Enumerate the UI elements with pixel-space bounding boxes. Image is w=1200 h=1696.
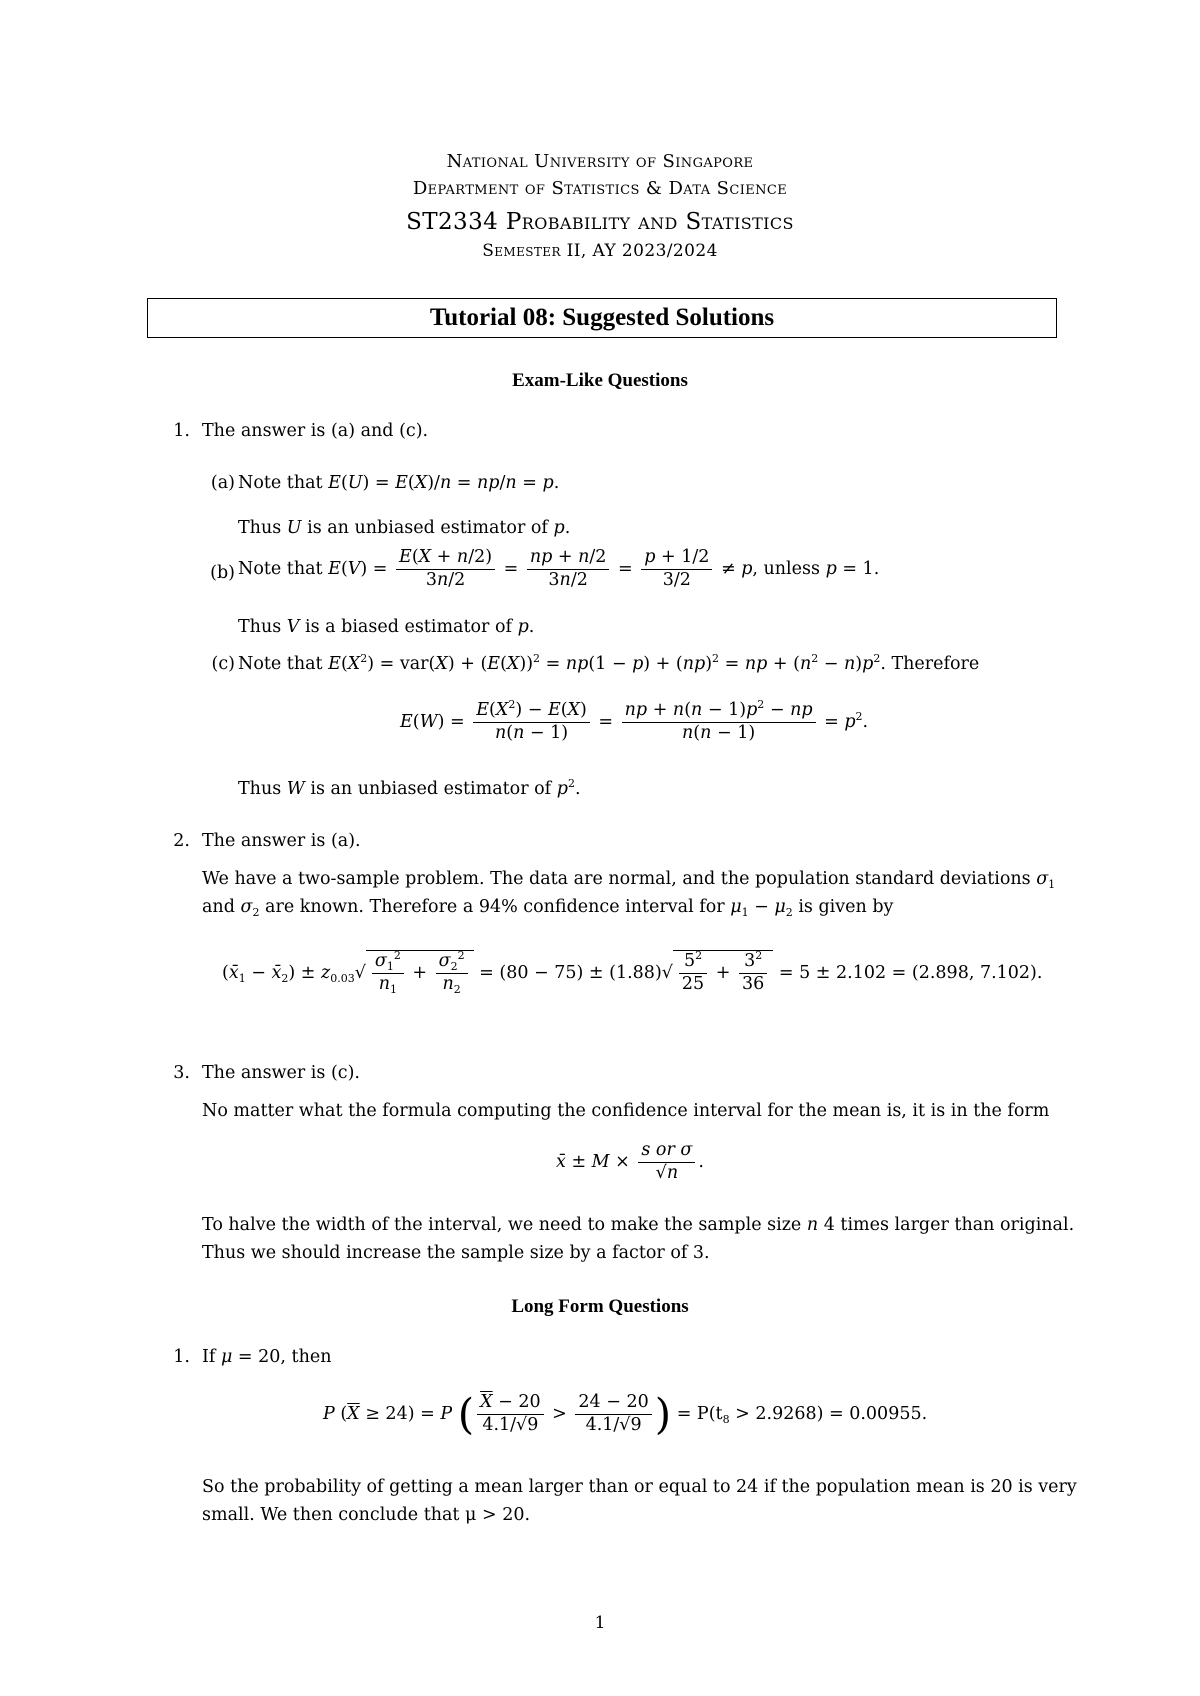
q2-line2: and $\sigma_2$ are known. Therefore a 94% confidence interval for $\mu_1 - \mu_2$ is given by [202, 897, 894, 919]
q1b-line: Note that E(V) = $\frac{E(X + n/2)}{3n/2}$ = $\frac{np + n/2}{3n/2}$ = $\frac{p + 1/2}{3/2}$ ≠ p, unless p = 1. [238, 547, 880, 590]
page-number: 1 [594, 1613, 606, 1633]
q3-line2: To halve the width of the interval, we need to make the sample size n 4 times larger than original. [202, 1215, 1075, 1235]
q1c-label: (c) [211, 654, 235, 674]
lf1-conclusion-1: So the probability of getting a mean larger than or equal to 24 if the population mean is 20 is very [202, 1477, 1077, 1497]
q1b-label: (b) [210, 563, 235, 583]
university-name: National University of Singapore [446, 151, 754, 172]
section-heading-long: Long Form Questions [511, 1296, 689, 1317]
department-name: Department of Statistics & Data Science [412, 178, 788, 199]
section-heading-exam: Exam-Like Questions [512, 370, 688, 391]
q3-formula: x̄ ± M × $\frac{\text{s or σ}}{√n}$ . [556, 1140, 704, 1183]
q1-answer: The answer is (a) and (c). [202, 421, 429, 441]
q1b-conclusion: Thus V is a biased estimator of p. [238, 617, 535, 637]
q1-number: 1. [173, 421, 190, 441]
q1a-label: (a) [210, 473, 235, 493]
q3-number: 3. [173, 1063, 190, 1083]
q1c-equation: E(W) = $\frac{E(X^2) - E(X)}{n(n - 1)}$ = $\frac{np + n(n - 1)p^2 - np}{n(n - 1)}$ = $p^2$. [400, 698, 869, 743]
q3-line3: Thus we should increase the sample size by a factor of 3. [202, 1243, 710, 1263]
semester: Semester II, AY 2023/2024 [482, 241, 718, 261]
q2-line1: We have a two-sample problem. The data are normal, and the population standard deviations $\sigma_1$ [202, 869, 1056, 891]
q2-answer: The answer is (a). [202, 831, 361, 851]
q1c-line: Note that $E(X^2) = var(X) + (E(X))^2 = np(1 - p) + (np)^2$ = np + $(n^2 - n)p^2$. Therefore [238, 652, 980, 674]
q3-answer: The answer is (c). [202, 1063, 360, 1083]
q1c-conclusion: Thus W is an unbiased estimator of $p^2$. [238, 777, 581, 799]
q1a-conclusion: Thus U is an unbiased estimator of p. [238, 518, 571, 538]
course-title: ST2334 Probability and Statistics [406, 209, 794, 235]
q3-line1: No matter what the formula computing the confidence interval for the mean is, it is in the form [202, 1101, 1050, 1121]
lf1-equation: P $(\overline{X} \ge 24) = P$ ( $\frac{\overline{X} - 20}{4.1/√9}$ > $\frac{24 - 20}{4.1/√9}$ ) = $P(t_8 > 2.9268) = 0.00955$. [323, 1389, 928, 1439]
lf1-number: 1. [173, 1347, 190, 1367]
lf1-conclusion-2: small. We then conclude that μ > 20. [202, 1505, 531, 1525]
lf1-intro: If μ = 20, then [202, 1347, 332, 1367]
page-title: Tutorial 08: Suggested Solutions [147, 298, 1057, 338]
q2-number: 2. [173, 831, 190, 851]
q1a-line: Note that E(U) = E(X)/n = np/n = p. [238, 473, 560, 493]
q2-equation: ($x̄_1$ − $x̄_2) \pm z_{0.03}√$ $\frac{\sigma_1^2}{n_1}$ + $\frac{\sigma_2^2}{n_2}$ = (80 − 75) ± (1.88)√ $\frac{5^2}{25}$ + $\frac{3^2}{36}$ = 5 ± 2.102 = (2.898, 7.102). [222, 949, 1043, 996]
